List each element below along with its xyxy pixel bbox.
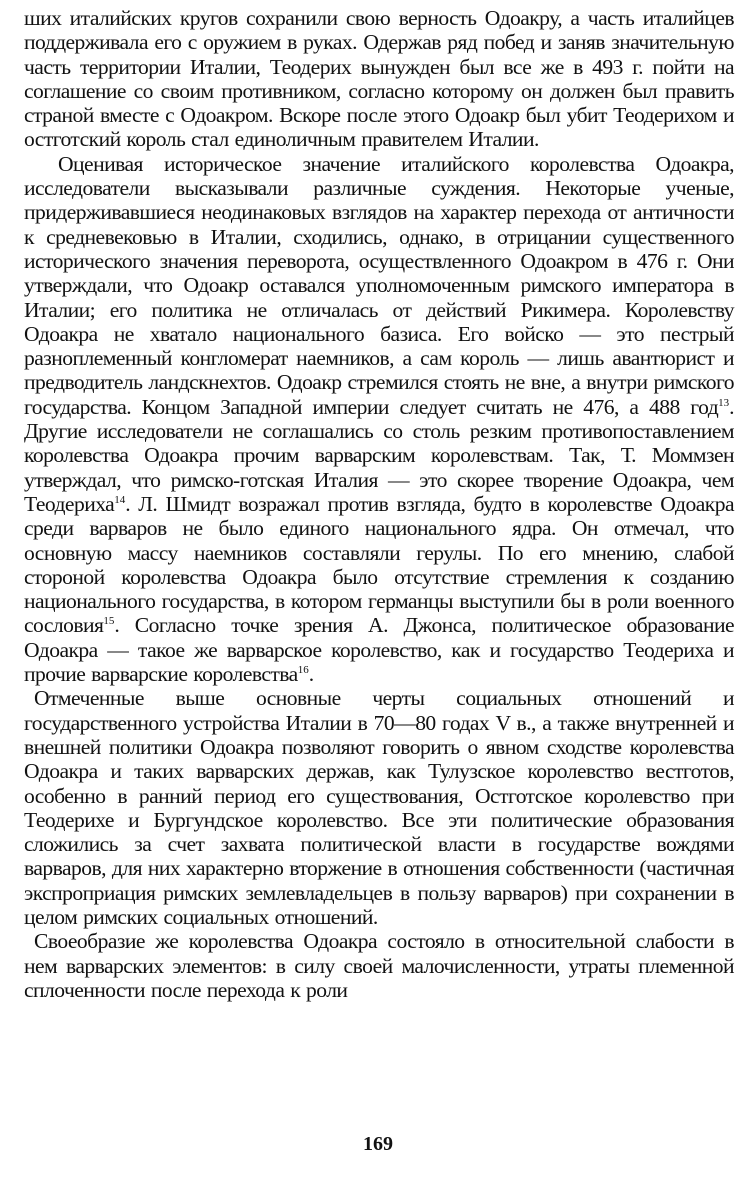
text-run: Отмеченные выше основные черты социальных отношений и государственного устройства Италии в 70—80 годах V в., а также внутренней и внешней политики Одоакра позволяют говорить о явном сходстве королевства Одоакра и таких варварских держав, как Тулузское королевство вестготов, особенно в ранний период его существования, Остготское королевство при Теодерихе и Бургундское королевство. Все эти политические образования сложились за счет захвата политической власти в государстве вождями варваров, для них характерно вторжение в отношения собственности (частичная экспроприация римских землевладельцев в пользу варваров) при сохранении в целом римских социальных отношений. bbox=[24, 686, 734, 929]
footnote-ref: 16 bbox=[297, 663, 309, 676]
text-run: Своеобразие же королевства Одоакра состояло в относительной слабости в нем варварских элементов: в силу своей малочисленности, утраты племенной сплоченности после перехода к роли bbox=[24, 929, 734, 1002]
paragraph-3 bbox=[24, 686, 734, 929]
paragraph-1 bbox=[24, 6, 734, 152]
text-run: ших италийских кругов сохранили свою верность Одоакру, а часть италийцев поддерживала его с оружием в руках. Одержав ряд побед и заняв значительную часть территории Италии, Теодерих вынужден был все же в 493 г. пойти на соглашение со своим противником, согласно которому он должен был править страной вместе с Одоакром. Вскоре после этого Одоакр был убит Теодерихом и остготский король стал единоличным правителем Италии. bbox=[24, 6, 734, 152]
paragraph-4 bbox=[24, 929, 734, 1002]
text-run: Оценивая историческое значение италийского королевства Одоакра, исследователи высказывали различные суждения. Некоторые ученые, придерживавшиеся неодинаковых взглядов на характер перехода от античности к средневековью в Италии, сходились, однако, в отрицании существенного исторического значения переворота, осуществленного Одоакром в 476 г. Они утверждали, что Одоакр оставался уполномоченным римского императора в Италии; его политика не отличалась от действий Рикимера. Королевству Одоакра не хватало национального базиса. Его войско — это пестрый разноплеменный конгломерат наемников, а сам король — лишь авантюрист и предводитель ландскнехтов. Одоакр стремился стоять не вне, а внутри римского государства. Концом Западной империи следует считать не 476, а 488 год bbox=[24, 151, 734, 419]
text-run: . Л. Шмидт возражал против взгляда, будто в королевстве Одоакра среди варваров не было единого национального ядра. Он отмечал, что основную массу наемников составляли герулы. По его мнению, слабой стороной королевства Одоакра было отсутствие стремления к созданию национального государства, в котором германцы выступили бы в роли военного сословия bbox=[24, 491, 734, 638]
footnote-ref: 15 bbox=[103, 615, 115, 628]
page-body bbox=[24, 6, 734, 1002]
text-run: . Другие исследователи не соглашались со столь резким противопоставлением королевства Одоакра прочим варварским королевствам. Так, Т. Моммзен утверждал, что римско-готская Италия — это скорее творение Одоакра, чем Теодериха bbox=[24, 394, 734, 516]
page-number: 169 bbox=[363, 1133, 393, 1155]
footnote-ref: 14 bbox=[114, 493, 126, 506]
footnote-ref: 13 bbox=[718, 396, 730, 409]
text-run: . bbox=[308, 662, 314, 687]
text-run: . Согласно точке зрения А. Джонса, политическое образование Одоакра — такое же варварское королевство, как и государство Теодериха и прочие варварские королевства bbox=[24, 613, 734, 687]
paragraph-2 bbox=[24, 152, 734, 687]
